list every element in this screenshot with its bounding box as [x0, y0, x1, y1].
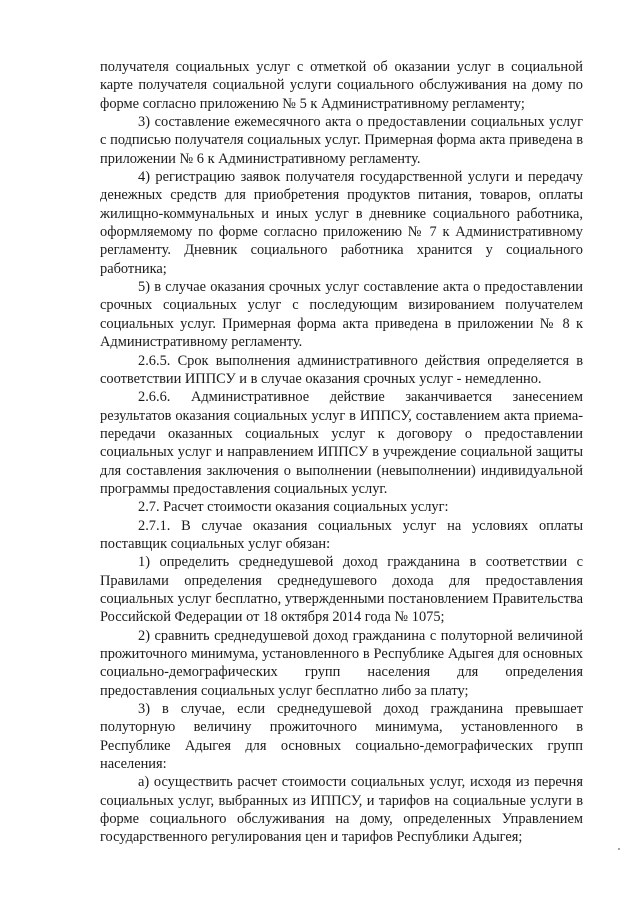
paragraph-10: 2) сравнить среднедушевой доход гражданина с полуторной величиной прожиточного минимума, установленного в Республике Адыгея для основных социально-демографических групп населения для определения предоставления социальных услуг бесплатно либо за плату; — [100, 627, 583, 699]
paragraph-3: 4) регистрацию заявок получателя государственной услуги и передачу денежных средств для приобретения продуктов питания, товаров, оплаты жилищно-коммунальных и иных услуг в дневнике социального работника, оформляемому по форме согласно приложению № 7 к Административному регламенту. Дневник социального работника хранится у социального работника; — [100, 169, 583, 277]
scan-artifact-dot — [618, 848, 620, 850]
paragraph-12: а) осуществить расчет стоимости социальных услуг, исходя из перечня социальных услуг, выбранных из ИППСУ, и тарифов на социальные услуги в форме социального обслуживания на дому, определенных Управлением государственного регулирования цен и тарифов Республики Адыгея; — [100, 774, 583, 846]
paragraph-4: 5) в случае оказания срочных услуг составление акта о предоставлении срочных социальных услуг с последующим визированием получателем социальных услуг. Примерная форма акта приведена в приложении № 8 к Административному регламенту. — [100, 279, 583, 351]
paragraph-2: 3) составление ежемесячного акта о предоставлении социальных услуг с подписью получателя социальных услуг. Примерная форма акта приведена в приложении № 6 к Административному регламенту. — [100, 114, 583, 167]
paragraph-9: 1) определить среднедушевой доход гражданина в соответствии с Правилами определения среднедушевого дохода для предоставления социальных услуг бесплатно, утвержденными постановлением Правительства Российской Федерации от 18 октября 2014 года № 1075; — [100, 554, 583, 626]
paragraph-7: 2.7. Расчет стоимости оказания социальных услуг: — [138, 499, 449, 516]
paragraph-8: 2.7.1. В случае оказания социальных услуг на условиях оплаты поставщик социальных услуг обязан: — [100, 517, 583, 552]
paragraph-5: 2.6.5. Срок выполнения административного действия определяется в соответствии ИППСУ и в случае оказания срочных услуг - немедленно. — [100, 352, 583, 387]
document-page — [100, 58, 583, 847]
paragraph-1: получателя социальных услуг с отметкой об оказании услуг в социальной карте получателя социальной услуги социального обслуживания на дому по форме согласно приложению № 5 к Административному регламенту; — [100, 59, 583, 112]
paragraph-6: 2.6.6. Административное действие заканчивается занесением результатов оказания социальных услуг в ИППСУ, составлением акта приема-передачи оказанных социальных услуг к договору о предоставлении социальных услуг и направлением ИППСУ в учреждение социальной защиты для составления заключения о выполнении (невыполнении) индивидуальной программы предоставления социальных услуг. — [100, 389, 583, 497]
paragraph-11: 3) в случае, если среднедушевой доход гражданина превышает полуторную величину прожиточного минимума, установленного в Республике Адыгея для основных социально-демографических групп населения: — [100, 701, 583, 773]
